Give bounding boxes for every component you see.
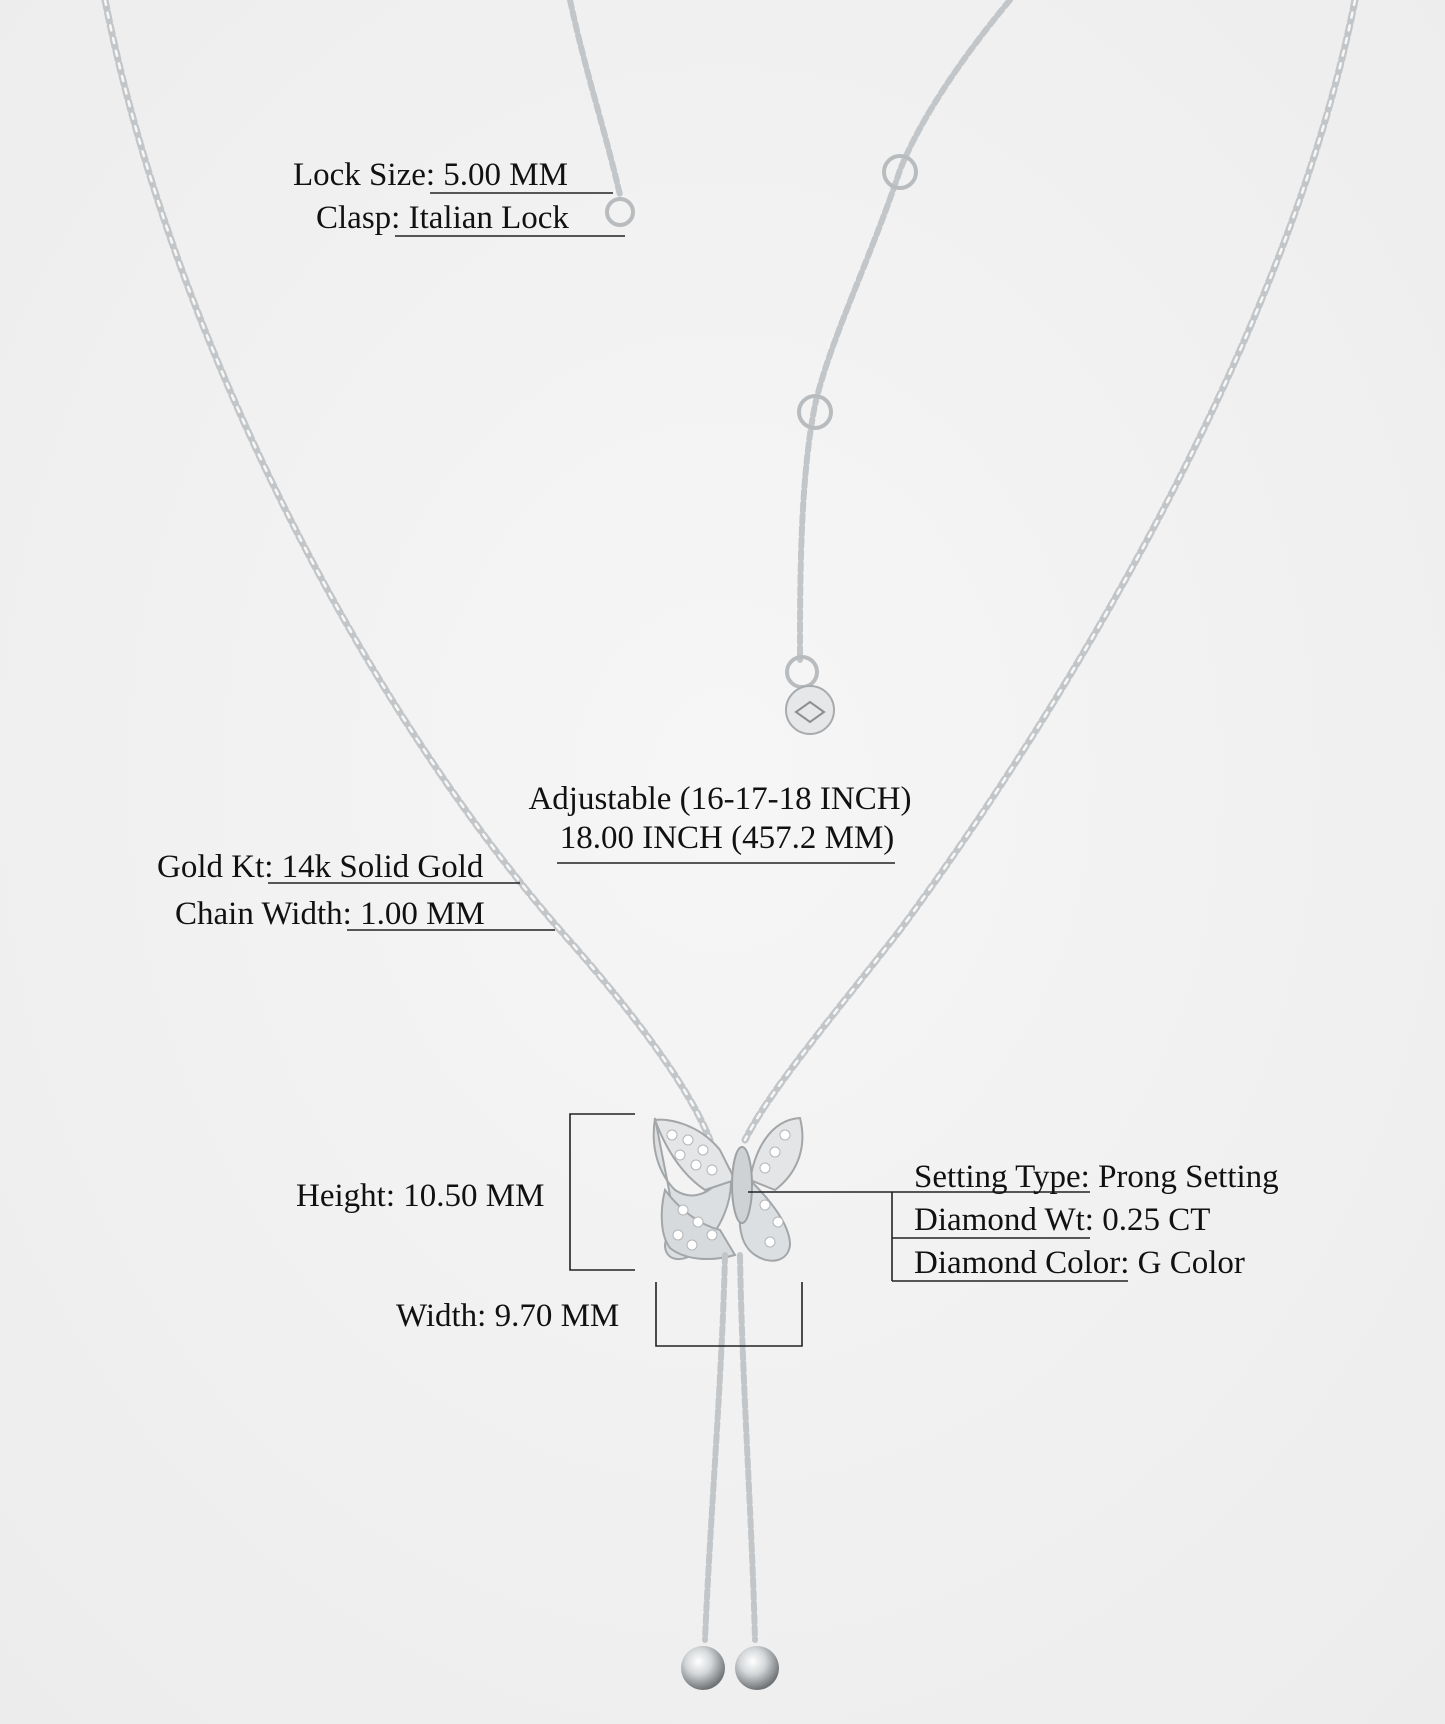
diamond-color-spec xyxy=(914,1243,1245,1283)
width-label: Width: xyxy=(396,1298,487,1334)
height-spec xyxy=(296,1176,544,1216)
diamond-wt-spec xyxy=(914,1200,1210,1240)
clasp-spec xyxy=(316,198,569,238)
setting-type-spec xyxy=(914,1157,1279,1197)
diamond-wt-label: Diamond Wt: xyxy=(914,1202,1094,1238)
clasp-label: Clasp: xyxy=(316,200,401,236)
width-value: 9.70 MM xyxy=(494,1298,620,1334)
clasp-value: Italian Lock xyxy=(408,200,569,236)
lock-size-spec xyxy=(293,155,568,195)
logo-tag xyxy=(786,686,834,734)
diamond-color-value: G Color xyxy=(1137,1245,1245,1281)
chain-width-value: 1.00 MM xyxy=(360,896,485,932)
gold-kt-spec xyxy=(157,847,483,887)
width-spec xyxy=(396,1296,619,1336)
height-value: 10.50 MM xyxy=(403,1178,545,1214)
chain-width-label: Chain Width: xyxy=(175,896,352,932)
diamond-wt-value: 0.25 CT xyxy=(1102,1202,1211,1238)
lock-size-value: 5.00 MM xyxy=(443,157,568,193)
drop-ball-right xyxy=(735,1646,779,1690)
drop-ball-left xyxy=(681,1646,725,1690)
setting-type-label: Setting Type: xyxy=(914,1159,1090,1195)
gold-kt-value: 14k Solid Gold xyxy=(281,849,484,885)
height-label: Height: xyxy=(296,1178,395,1214)
setting-type-value: Prong Setting xyxy=(1098,1159,1279,1195)
gold-kt-label: Gold Kt: xyxy=(157,849,274,885)
diamond-color-label: Diamond Color: xyxy=(914,1245,1130,1281)
lock-size-label: Lock Size: xyxy=(293,157,436,193)
length-text: 18.00 INCH (457.2 MM) xyxy=(559,820,895,856)
chain-width-spec xyxy=(175,894,485,934)
adjustable-text: Adjustable (16-17-18 INCH) xyxy=(528,781,912,817)
